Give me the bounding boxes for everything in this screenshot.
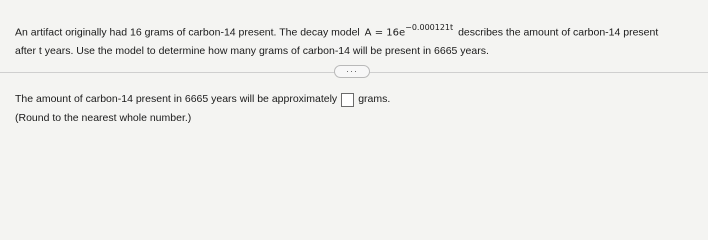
question-text-before-formula: An artifact originally had 16 grams of carbon-14 present. The decay model (15, 26, 360, 39)
question-text (15, 20, 700, 60)
formula-exponent: −0.000121t (405, 23, 454, 32)
question-text-after-formula: describes the amount of carbon-14 present (458, 26, 659, 39)
answer-input[interactable] (341, 93, 354, 107)
rounding-hint: (Round to the nearest whole number.) (15, 112, 192, 124)
more-options-button[interactable]: ··· (334, 65, 370, 78)
decay-formula (365, 20, 453, 42)
answer-suffix: grams. (358, 93, 391, 105)
formula-base: A = 16e (364, 27, 406, 39)
answer-line (15, 90, 700, 109)
section-divider (0, 65, 708, 79)
question-line-2: after t years. Use the model to determine how many grams of carbon-14 will be present in 6665 years. (15, 45, 489, 58)
question-line-1 (15, 20, 700, 42)
answer-prefix: The amount of carbon-14 present in 6665 years will be approximately (15, 93, 338, 105)
answer-section (15, 90, 700, 128)
